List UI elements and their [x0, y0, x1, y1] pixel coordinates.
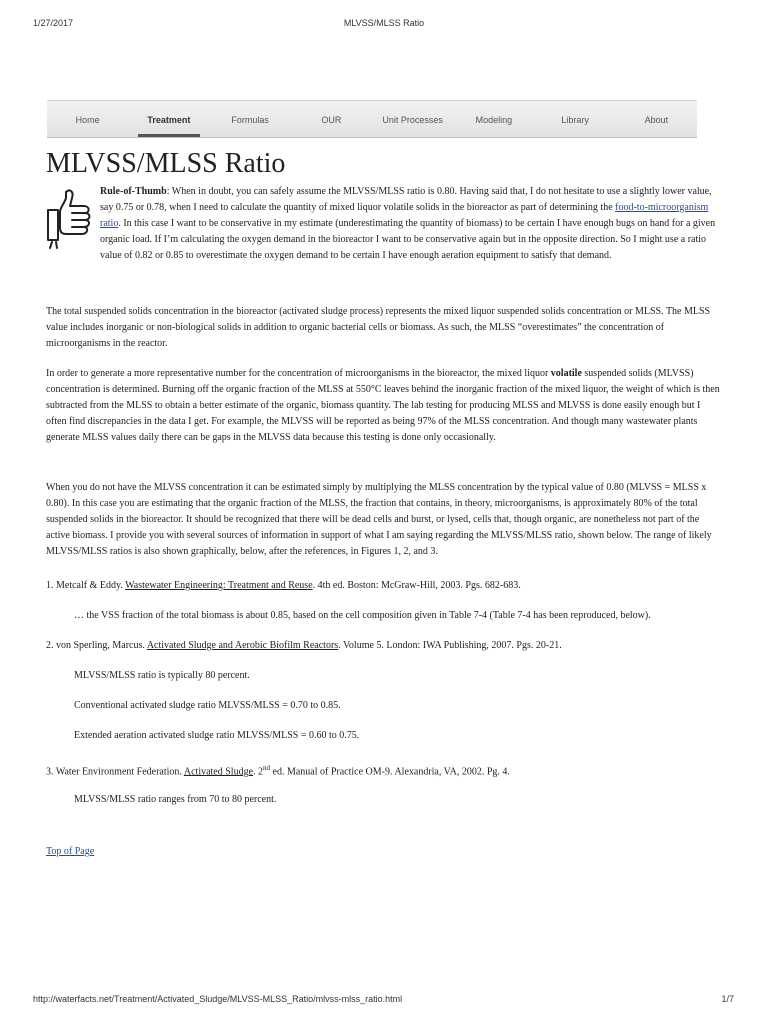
ref2-line-2: Conventional activated sludge ratio MLVSS/MLSS = 0.70 to 0.85.	[74, 700, 341, 711]
nav-library[interactable]: Library	[561, 115, 589, 125]
main-nav	[47, 100, 697, 138]
reference-2	[46, 638, 720, 654]
ref2-title: Activated Sludge and Aerobic Biofilm Reactors	[146, 640, 339, 651]
ref2-author: 2. von Sperling, Marcus.	[46, 640, 147, 651]
para2-text-2: suspended solids (MLVSS) concentration is determined. Burning off the organic fraction of the MLSS at 550°C leaves behind the inorganic fraction of the mixed liquor, the weight of which is then subtracted from the MLSS to obtain a better estimate of the organic, biomass quantity. The lab testing for producing MLSS and MLVSS is done easily enough but I often find discrepancies in the data I get. For example, the MLVSS will be reported as being 97% of the MLSS concentration. And though many wastewater plants generate MLSS values daily there can be gaps in the MLVSS data because this testing is done only occasionally.	[46, 368, 720, 443]
nav-our[interactable]: OUR	[321, 115, 342, 125]
ref3-author: 3. Water Environment Federation.	[46, 766, 184, 778]
ref2-line-3: Extended aeration activated sludge ratio MLVSS/MLSS = 0.60 to 0.75.	[74, 730, 360, 741]
nav-modeling[interactable]: Modeling	[475, 115, 513, 125]
reference-1	[46, 578, 720, 594]
rule-text-1: : When in doubt, you can safely assume the MLVSS/MLSS ratio is 0.80. Having said that, I do not hesitate to use a slightly lower value, say 0.75 or 0.78, when I need to calculate the quantity of mixed liquor volatile solids in the bioreactor as part of determining the	[100, 186, 712, 213]
nav-about[interactable]: About	[644, 115, 669, 125]
print-url: http://waterfacts.net/Treatment/Activated_Sludge/MLVSS-MLSS_Ratio/mlvss-mlss_ratio.html	[33, 994, 403, 1004]
food-to-microorganism-link[interactable]: food-to-microorganism ratio	[100, 202, 709, 229]
ref3-edition-sup: nd	[263, 764, 271, 772]
print-footer	[0, 994, 768, 1024]
rule-of-thumb	[100, 184, 716, 264]
page-title: MLVSS/MLSS Ratio	[46, 148, 286, 179]
rule-text-2: . In this case I want to be conservative in my estimate (underestimating the quantity of biomass) to be certain I have enough bugs on hand for a given organic load. If I’m calculating the oxygen demand in the bioreactor I want to be conservative again but in the opposite direction. So I might use a ratio value of 0.82 or 0.85 to overestimate the oxygen demand to be certain I have enough aeration equipment to satisfy that demand.	[100, 218, 716, 261]
ref3-edition: . 2	[253, 766, 264, 778]
ref2-details: . Volume 5. London: IWA Publishing, 2007. Pgs. 20-21.	[338, 640, 562, 651]
reference-3	[46, 760, 720, 780]
top-of-page-link[interactable]: Top of Page	[46, 846, 95, 857]
rule-of-thumb-lead: Rule-of-Thumb	[100, 186, 167, 197]
ref3-title: Activated Sludge	[183, 766, 254, 778]
nav-treatment[interactable]: Treatment	[128, 101, 209, 137]
nav-unit-processes[interactable]: Unit Processes	[382, 115, 443, 125]
para2-bold: volatile	[550, 368, 582, 379]
ref3-details: ed. Manual of Practice OM-9. Alexandria, VA, 2002. Pg. 4.	[270, 766, 510, 778]
ref1-title: Wastewater Engineering: Treatment and Reuse	[125, 580, 313, 591]
print-page-number: 1/7	[721, 994, 734, 1004]
paragraph-mlvss	[46, 366, 720, 446]
ref1-details: . 4th ed. Boston: McGraw-Hill, 2003. Pgs. 682-683.	[312, 580, 521, 591]
print-header	[0, 18, 768, 32]
ref3-line-1: MLVSS/MLSS ratio ranges from 70 to 80 percent.	[74, 794, 277, 805]
nav-formulas[interactable]: Formulas	[231, 115, 269, 125]
ref2-line-1: MLVSS/MLSS ratio is typically 80 percent.	[74, 670, 250, 681]
nav-home[interactable]: Home	[75, 115, 100, 125]
ref1-author: 1. Metcalf & Eddy.	[46, 580, 126, 591]
para2-text-1: In order to generate a more representative number for the concentration of microorganisms in the bioreactor, the mixed liquor	[46, 368, 551, 379]
thumbs-up-icon	[44, 186, 96, 250]
paragraph-mlss: The total suspended solids concentration in the bioreactor (activated sludge process) represents the mixed liquor suspended solids concentration or MLSS. The MLSS value includes inorganic or non-biological solids in addition to organic bacterial cells or biomass. As such, the MLSS “overestimates” the concentration of microorganisms in the reactor.	[46, 306, 711, 349]
print-title: MLVSS/MLSS Ratio	[343, 18, 425, 28]
print-date: 1/27/2017	[33, 18, 74, 28]
ref1-quote: … the VSS fraction of the total biomass is about 0.85, based on the cell composition given in Table 7-4 (Table 7-4 has been reproduced, below).	[74, 610, 651, 621]
paragraph-estimate: When you do not have the MLVSS concentration it can be estimated simply by multiplying the MLSS concentration by the typical value of 0.80 (MLVSS = MLSS x 0.80). In this case you are estimating that the organic fraction of the MLSS, the fraction that contains, in theory, microorganisms, is approximately 80% of the total suspended solids in the bioreactor. It should be recognized that there will be dead cells and burst, or lysed, cells that, though organic, are nonetheless not part of the active biomass. I provide you with several sources of information in support of what I am saying regarding the MLVSS/MLSS ratio, shown below. The range of likely MLVSS/MLSS ratios is also shown graphically, below, after the references, in Figures 1, 2, and 3.	[46, 482, 712, 557]
